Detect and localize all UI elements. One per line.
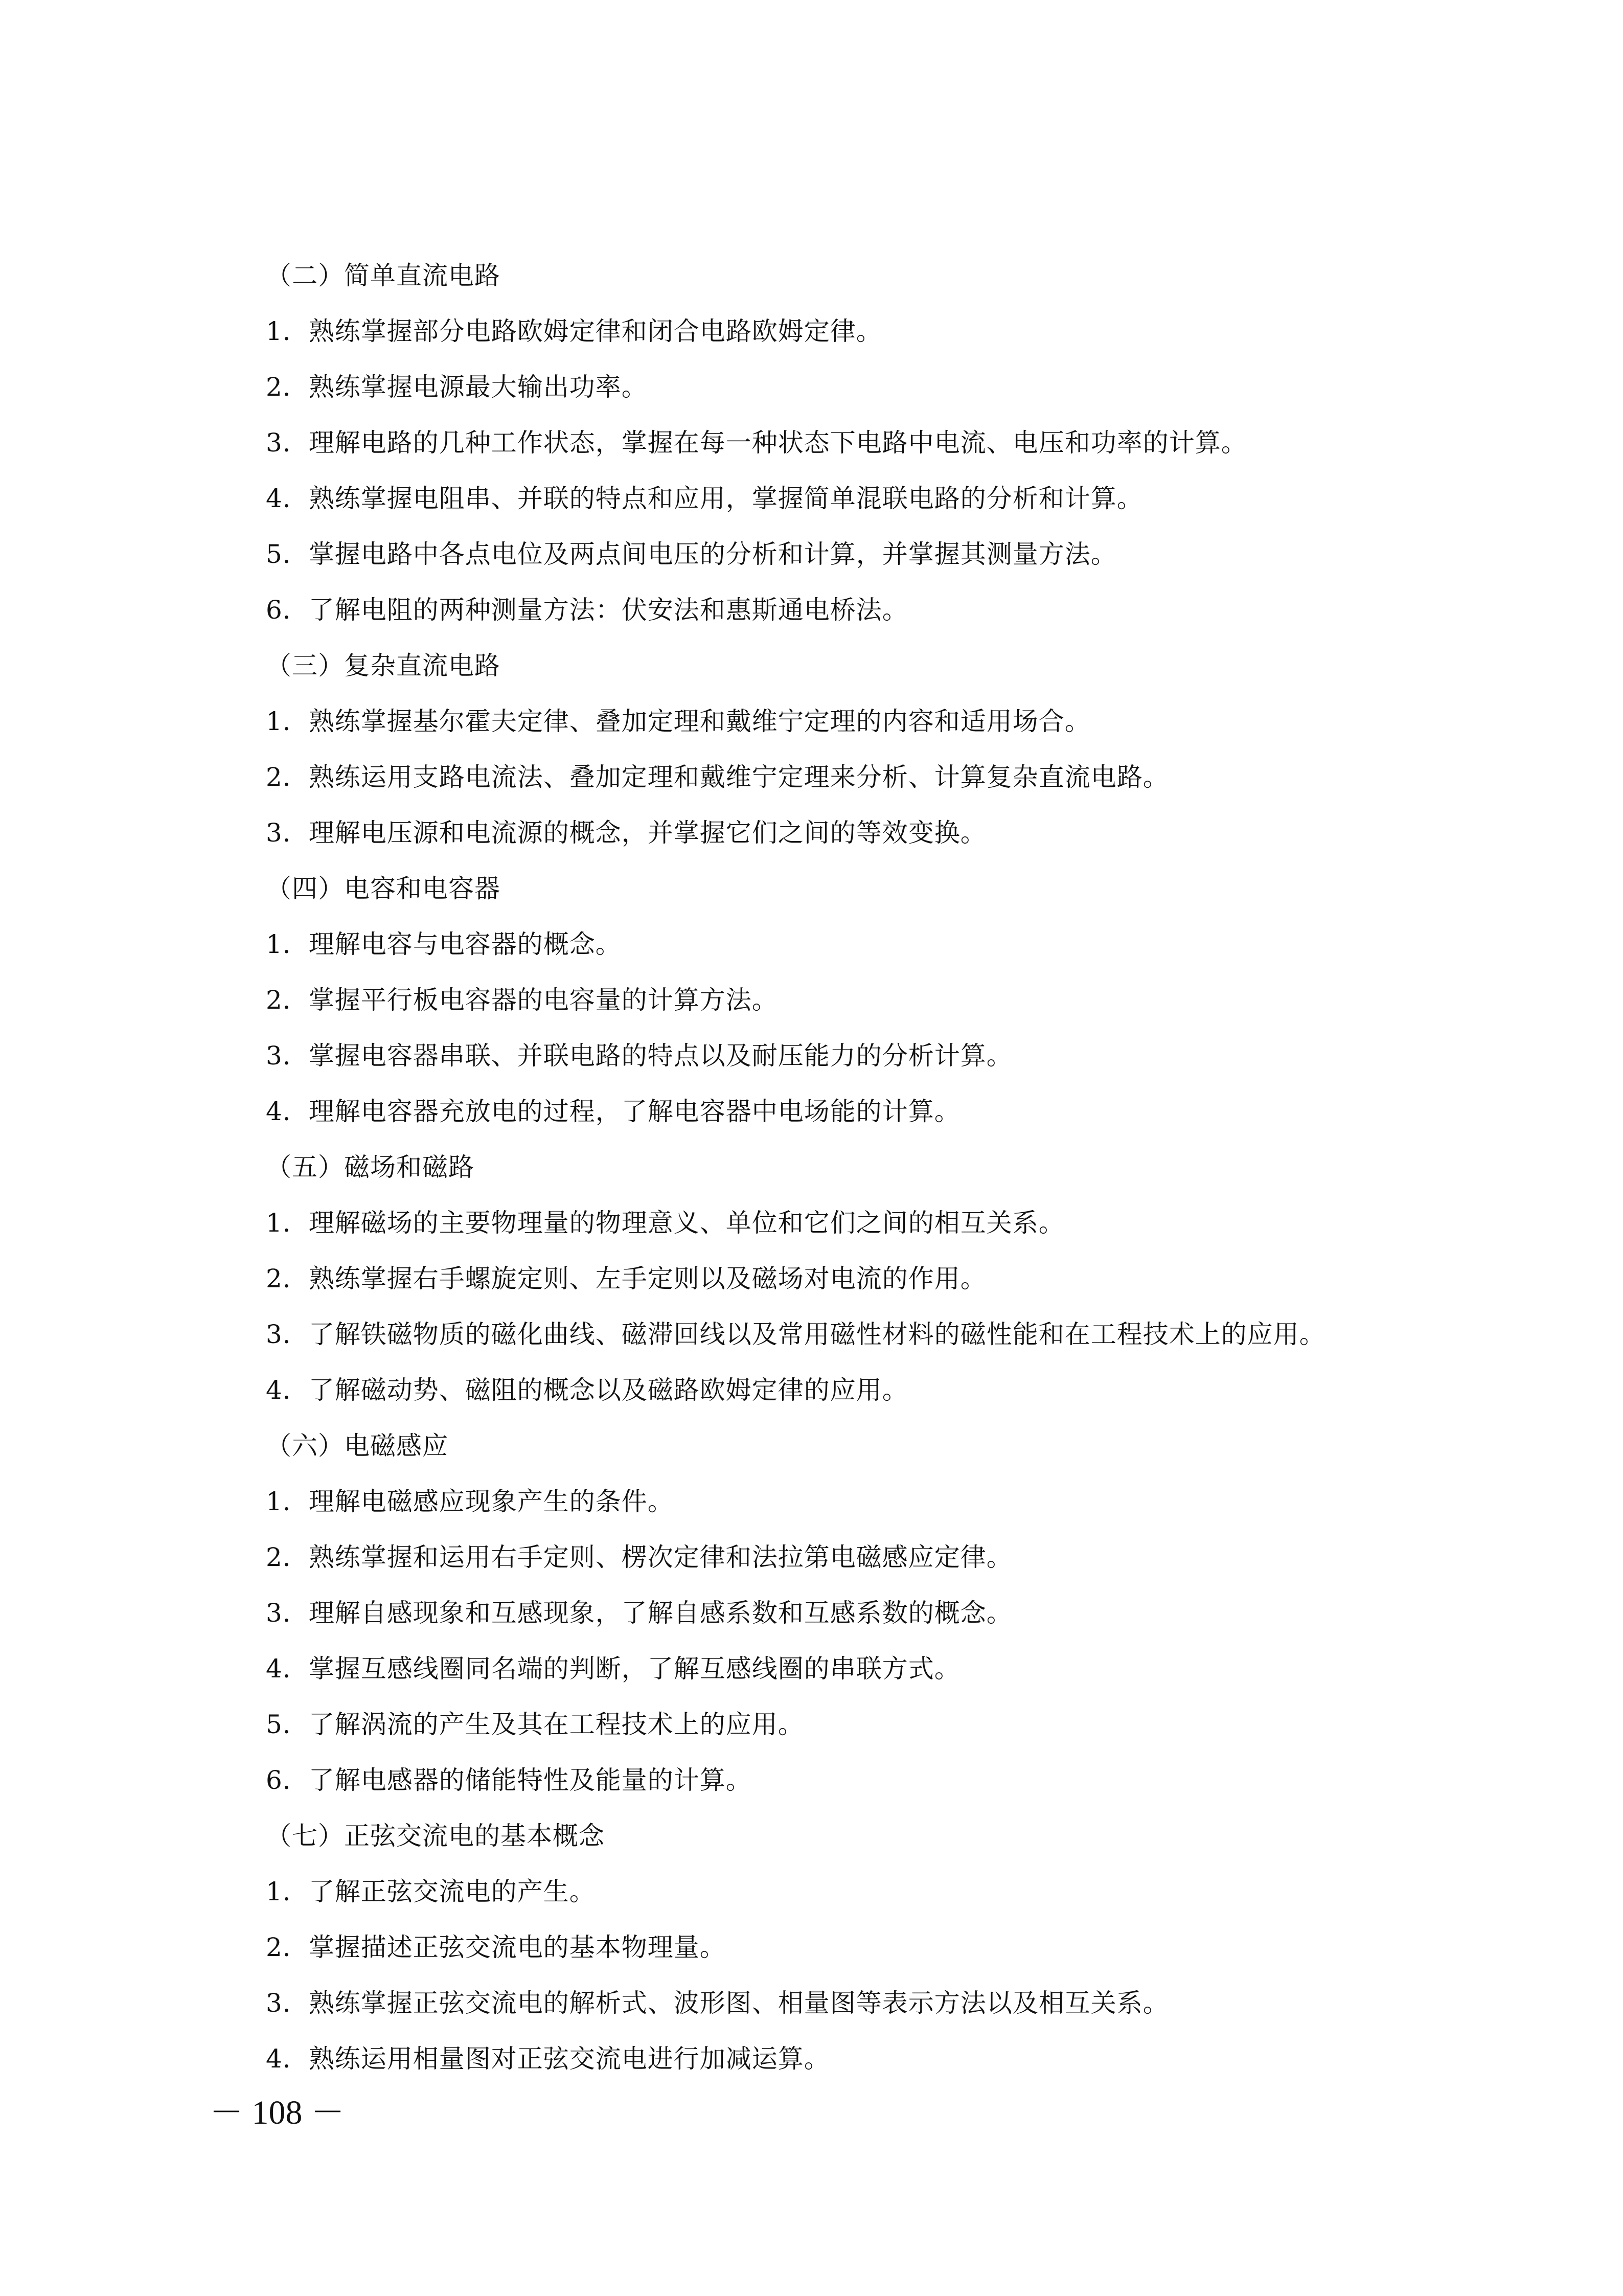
- item-text: 理解电磁感应现象产生的条件。: [308, 1487, 674, 1516]
- item-number: 1．: [266, 707, 309, 736]
- item-text: 掌握互感线圈同名端的判断，了解互感线圈的串联方式。: [308, 1654, 961, 1684]
- list-item: [266, 371, 648, 403]
- list-item: [266, 1263, 987, 1294]
- item-text: 掌握电路中各点电位及两点间电压的分析和计算，并掌握其测量方法。: [308, 539, 1117, 569]
- item-number: 5．: [266, 1710, 309, 1739]
- item-number: 4．: [266, 484, 309, 513]
- section-heading: （七）正弦交流电的基本概念: [266, 1821, 605, 1851]
- item-text: 熟练运用支路电流法、叠加定理和戴维宁定理来分析、计算复杂直流电路。: [308, 762, 1169, 792]
- item-text: 熟练掌握正弦交流电的解析式、波形图、相量图等表示方法以及相互关系。: [308, 1988, 1169, 2018]
- section-heading: （五）磁场和磁路: [266, 1152, 474, 1182]
- item-number: 1．: [266, 1877, 309, 1906]
- item-number: 2．: [266, 1542, 309, 1572]
- list-item: [266, 1653, 961, 1685]
- list-item: [266, 2043, 830, 2075]
- item-text: 熟练掌握电源最大输出功率。: [308, 372, 648, 402]
- list-item: [266, 1096, 961, 1127]
- item-number: 3．: [266, 1320, 309, 1349]
- item-number: 3．: [266, 818, 309, 848]
- list-item: [266, 706, 1091, 737]
- list-item: [266, 1040, 1013, 1072]
- item-number: 1．: [266, 1208, 309, 1238]
- item-number: 2．: [266, 1933, 309, 1962]
- item-text: 了解铁磁物质的磁化曲线、磁滞回线以及常用磁性材料的磁性能和在工程技术上的应用。: [308, 1320, 1325, 1349]
- item-number: 1．: [266, 929, 309, 959]
- list-item: [266, 594, 908, 626]
- list-item: [266, 1987, 1169, 2019]
- list-item: [266, 1597, 1013, 1629]
- list-item: [266, 817, 987, 849]
- list-item: [266, 761, 1169, 793]
- item-text: 熟练掌握右手螺旋定则、左手定则以及磁场对电流的作用。: [308, 1264, 987, 1293]
- list-item: [266, 315, 882, 347]
- section-heading: （四）电容和电容器: [266, 874, 500, 903]
- item-text: 熟练掌握部分电路欧姆定律和闭合电路欧姆定律。: [308, 316, 882, 346]
- list-item: [266, 483, 1143, 514]
- item-number: 2．: [266, 1264, 309, 1293]
- page-number: － 108 －: [210, 2094, 345, 2131]
- item-text: 理解电压源和电流源的概念，并掌握它们之间的等效变换。: [308, 818, 987, 848]
- list-item: [266, 1486, 674, 1517]
- item-text: 熟练运用相量图对正弦交流电进行加减运算。: [308, 2044, 830, 2074]
- item-text: 掌握描述正弦交流电的基本物理量。: [308, 1933, 726, 1962]
- list-item: [266, 1319, 1325, 1350]
- item-text: 熟练掌握和运用右手定则、楞次定律和法拉第电磁感应定律。: [308, 1542, 1013, 1572]
- item-text: 了解磁动势、磁阻的概念以及磁路欧姆定律的应用。: [308, 1375, 908, 1405]
- list-item: [266, 1764, 752, 1796]
- item-number: 4．: [266, 1654, 309, 1684]
- item-number: 5．: [266, 539, 309, 569]
- item-number: 4．: [266, 1097, 309, 1126]
- list-item: [266, 928, 622, 960]
- item-text: 了解电阻的两种测量方法：伏安法和惠斯通电桥法。: [308, 595, 908, 625]
- item-number: 4．: [266, 1375, 309, 1405]
- list-item: [266, 984, 778, 1016]
- list-item: [266, 1876, 596, 1907]
- item-text: 了解涡流的产生及其在工程技术上的应用。: [308, 1710, 804, 1739]
- list-item: [266, 427, 1247, 459]
- item-number: 3．: [266, 1598, 309, 1628]
- list-item: [266, 1709, 804, 1740]
- item-text: 了解正弦交流电的产生。: [308, 1877, 596, 1906]
- item-number: 3．: [266, 1041, 309, 1071]
- section-heading: （二）简单直流电路: [266, 261, 500, 290]
- item-number: 3．: [266, 1988, 309, 2018]
- item-text: 理解自感现象和互感现象，了解自感系数和互感系数的概念。: [308, 1598, 1013, 1628]
- item-text: 理解电容与电容器的概念。: [308, 929, 622, 959]
- item-number: 6．: [266, 595, 309, 625]
- item-number: 2．: [266, 985, 309, 1015]
- item-text: 了解电感器的储能特性及能量的计算。: [308, 1765, 752, 1795]
- item-number: 4．: [266, 2044, 309, 2074]
- list-item: [266, 1541, 1013, 1573]
- item-number: 1．: [266, 1487, 309, 1516]
- list-item: [266, 1207, 1065, 1239]
- item-text: 熟练掌握电阻串、并联的特点和应用，掌握简单混联电路的分析和计算。: [308, 484, 1143, 513]
- item-text: 掌握平行板电容器的电容量的计算方法。: [308, 985, 778, 1015]
- list-item: [266, 538, 1117, 570]
- section-heading: （六）电磁感应: [266, 1431, 448, 1461]
- item-text: 理解磁场的主要物理量的物理意义、单位和它们之间的相互关系。: [308, 1208, 1065, 1238]
- item-number: 2．: [266, 762, 309, 792]
- item-number: 1．: [266, 316, 309, 346]
- list-item: [266, 1374, 908, 1406]
- list-item: [266, 1931, 726, 1963]
- item-text: 熟练掌握基尔霍夫定律、叠加定理和戴维宁定理的内容和适用场合。: [308, 707, 1091, 736]
- item-text: 理解电容器充放电的过程，了解电容器中电场能的计算。: [308, 1097, 961, 1126]
- section-heading: （三）复杂直流电路: [266, 651, 500, 680]
- item-number: 2．: [266, 372, 309, 402]
- item-text: 掌握电容器串联、并联电路的特点以及耐压能力的分析计算。: [308, 1041, 1013, 1071]
- item-number: 6．: [266, 1765, 309, 1795]
- item-number: 3．: [266, 428, 309, 458]
- item-text: 理解电路的几种工作状态，掌握在每一种状态下电路中电流、电压和功率的计算。: [308, 428, 1247, 458]
